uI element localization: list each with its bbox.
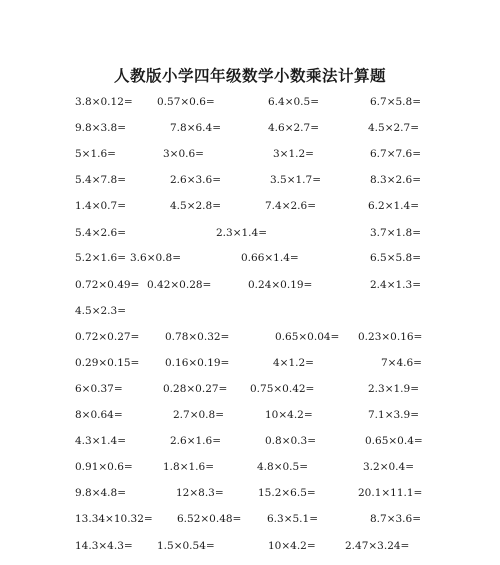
math-problem: 4.8×0.5=	[257, 461, 308, 473]
math-problem: 6.52×0.48=	[177, 513, 242, 525]
math-problem: 3.6×0.8=	[130, 252, 181, 264]
math-problem: 0.23×0.16=	[358, 331, 423, 343]
math-problem: 4.3×1.4=	[75, 435, 126, 447]
math-problem: 9.8×4.8=	[75, 487, 126, 499]
math-problem: 6×0.37=	[75, 383, 123, 395]
math-problem: 6.4×0.5=	[268, 96, 319, 108]
math-problem: 8.7×3.6=	[370, 513, 421, 525]
math-problem: 0.57×0.6=	[157, 96, 215, 108]
math-problem: 4.5×2.7=	[368, 122, 419, 134]
math-problem: 3×1.2=	[273, 148, 314, 160]
math-problem: 5.4×2.6=	[75, 227, 126, 239]
math-problem: 0.75×0.42=	[250, 383, 315, 395]
math-problem: 6.5×5.8=	[370, 252, 421, 264]
math-problem: 2.3×1.9=	[368, 383, 419, 395]
math-problem: 3.7×1.8=	[370, 227, 421, 239]
math-problem: 4.5×2.8=	[170, 200, 221, 212]
math-problem: 6.7×7.6=	[370, 148, 421, 160]
math-problem: 0.72×0.49=	[75, 279, 140, 291]
math-problem: 4.6×2.7=	[268, 122, 319, 134]
math-problem: 13.34×10.32=	[75, 513, 153, 525]
math-problem: 6.3×5.1=	[267, 513, 318, 525]
math-problem: 3.8×0.12=	[75, 96, 133, 108]
math-problem: 0.24×0.19=	[248, 279, 313, 291]
math-problem: 8×0.64=	[75, 409, 123, 421]
math-problem: 12×8.3=	[176, 487, 224, 499]
math-problem: 4×1.2=	[273, 357, 314, 369]
math-problem: 3.2×0.4=	[363, 461, 414, 473]
math-problem: 15.2×6.5=	[258, 487, 316, 499]
math-problem: 2.47×3.24=	[345, 540, 410, 552]
math-problem: 0.78×0.32=	[165, 331, 230, 343]
math-problem: 4.5×2.3=	[75, 305, 126, 317]
math-problem: 2.4×1.3=	[370, 279, 421, 291]
math-problem: 1.8×1.6=	[163, 461, 214, 473]
math-problem: 0.65×0.4=	[365, 435, 423, 447]
math-problem: 0.28×0.27=	[163, 383, 228, 395]
math-problem: 10×4.2=	[265, 409, 313, 421]
math-problem: 7.8×6.4=	[170, 122, 221, 134]
math-problem: 10×4.2=	[268, 540, 316, 552]
math-problem: 0.72×0.27=	[75, 331, 140, 343]
math-problem: 2.3×1.4=	[216, 227, 267, 239]
math-problem: 6.7×5.8=	[370, 96, 421, 108]
math-problem: 7×4.6=	[381, 357, 422, 369]
math-problem: 14.3×4.3=	[75, 540, 133, 552]
math-problem: 0.66×1.4=	[241, 252, 299, 264]
math-problem: 2.6×3.6=	[170, 174, 221, 186]
math-problem: 1.5×0.54=	[157, 540, 215, 552]
math-problem: 0.16×0.19=	[165, 357, 230, 369]
worksheet-title: 人教版小学四年级数学小数乘法计算题	[113, 66, 386, 85]
math-problem: 5×1.6=	[75, 148, 116, 160]
math-problem: 5.2×1.6=	[75, 252, 126, 264]
math-problem: 20.1×11.1=	[358, 487, 423, 499]
math-problem: 5.4×7.8=	[75, 174, 126, 186]
math-problem: 7.1×3.9=	[368, 409, 419, 421]
math-problem: 6.2×1.4=	[368, 200, 419, 212]
math-problem: 0.65×0.04=	[275, 331, 340, 343]
math-problem: 3×0.6=	[163, 148, 204, 160]
math-problem: 9.8×3.8=	[75, 122, 126, 134]
math-problem: 3.5×1.7=	[270, 174, 321, 186]
math-problem: 0.8×0.3=	[265, 435, 316, 447]
math-problem: 7.4×2.6=	[265, 200, 316, 212]
math-problem: 0.42×0.28=	[147, 279, 212, 291]
math-problem: 2.7×0.8=	[173, 409, 224, 421]
math-problem: 2.6×1.6=	[170, 435, 221, 447]
math-problem: 8.3×2.6=	[370, 174, 421, 186]
math-problem: 0.91×0.6=	[75, 461, 133, 473]
math-problem: 0.29×0.15=	[75, 357, 140, 369]
math-problem: 1.4×0.7=	[75, 200, 126, 212]
